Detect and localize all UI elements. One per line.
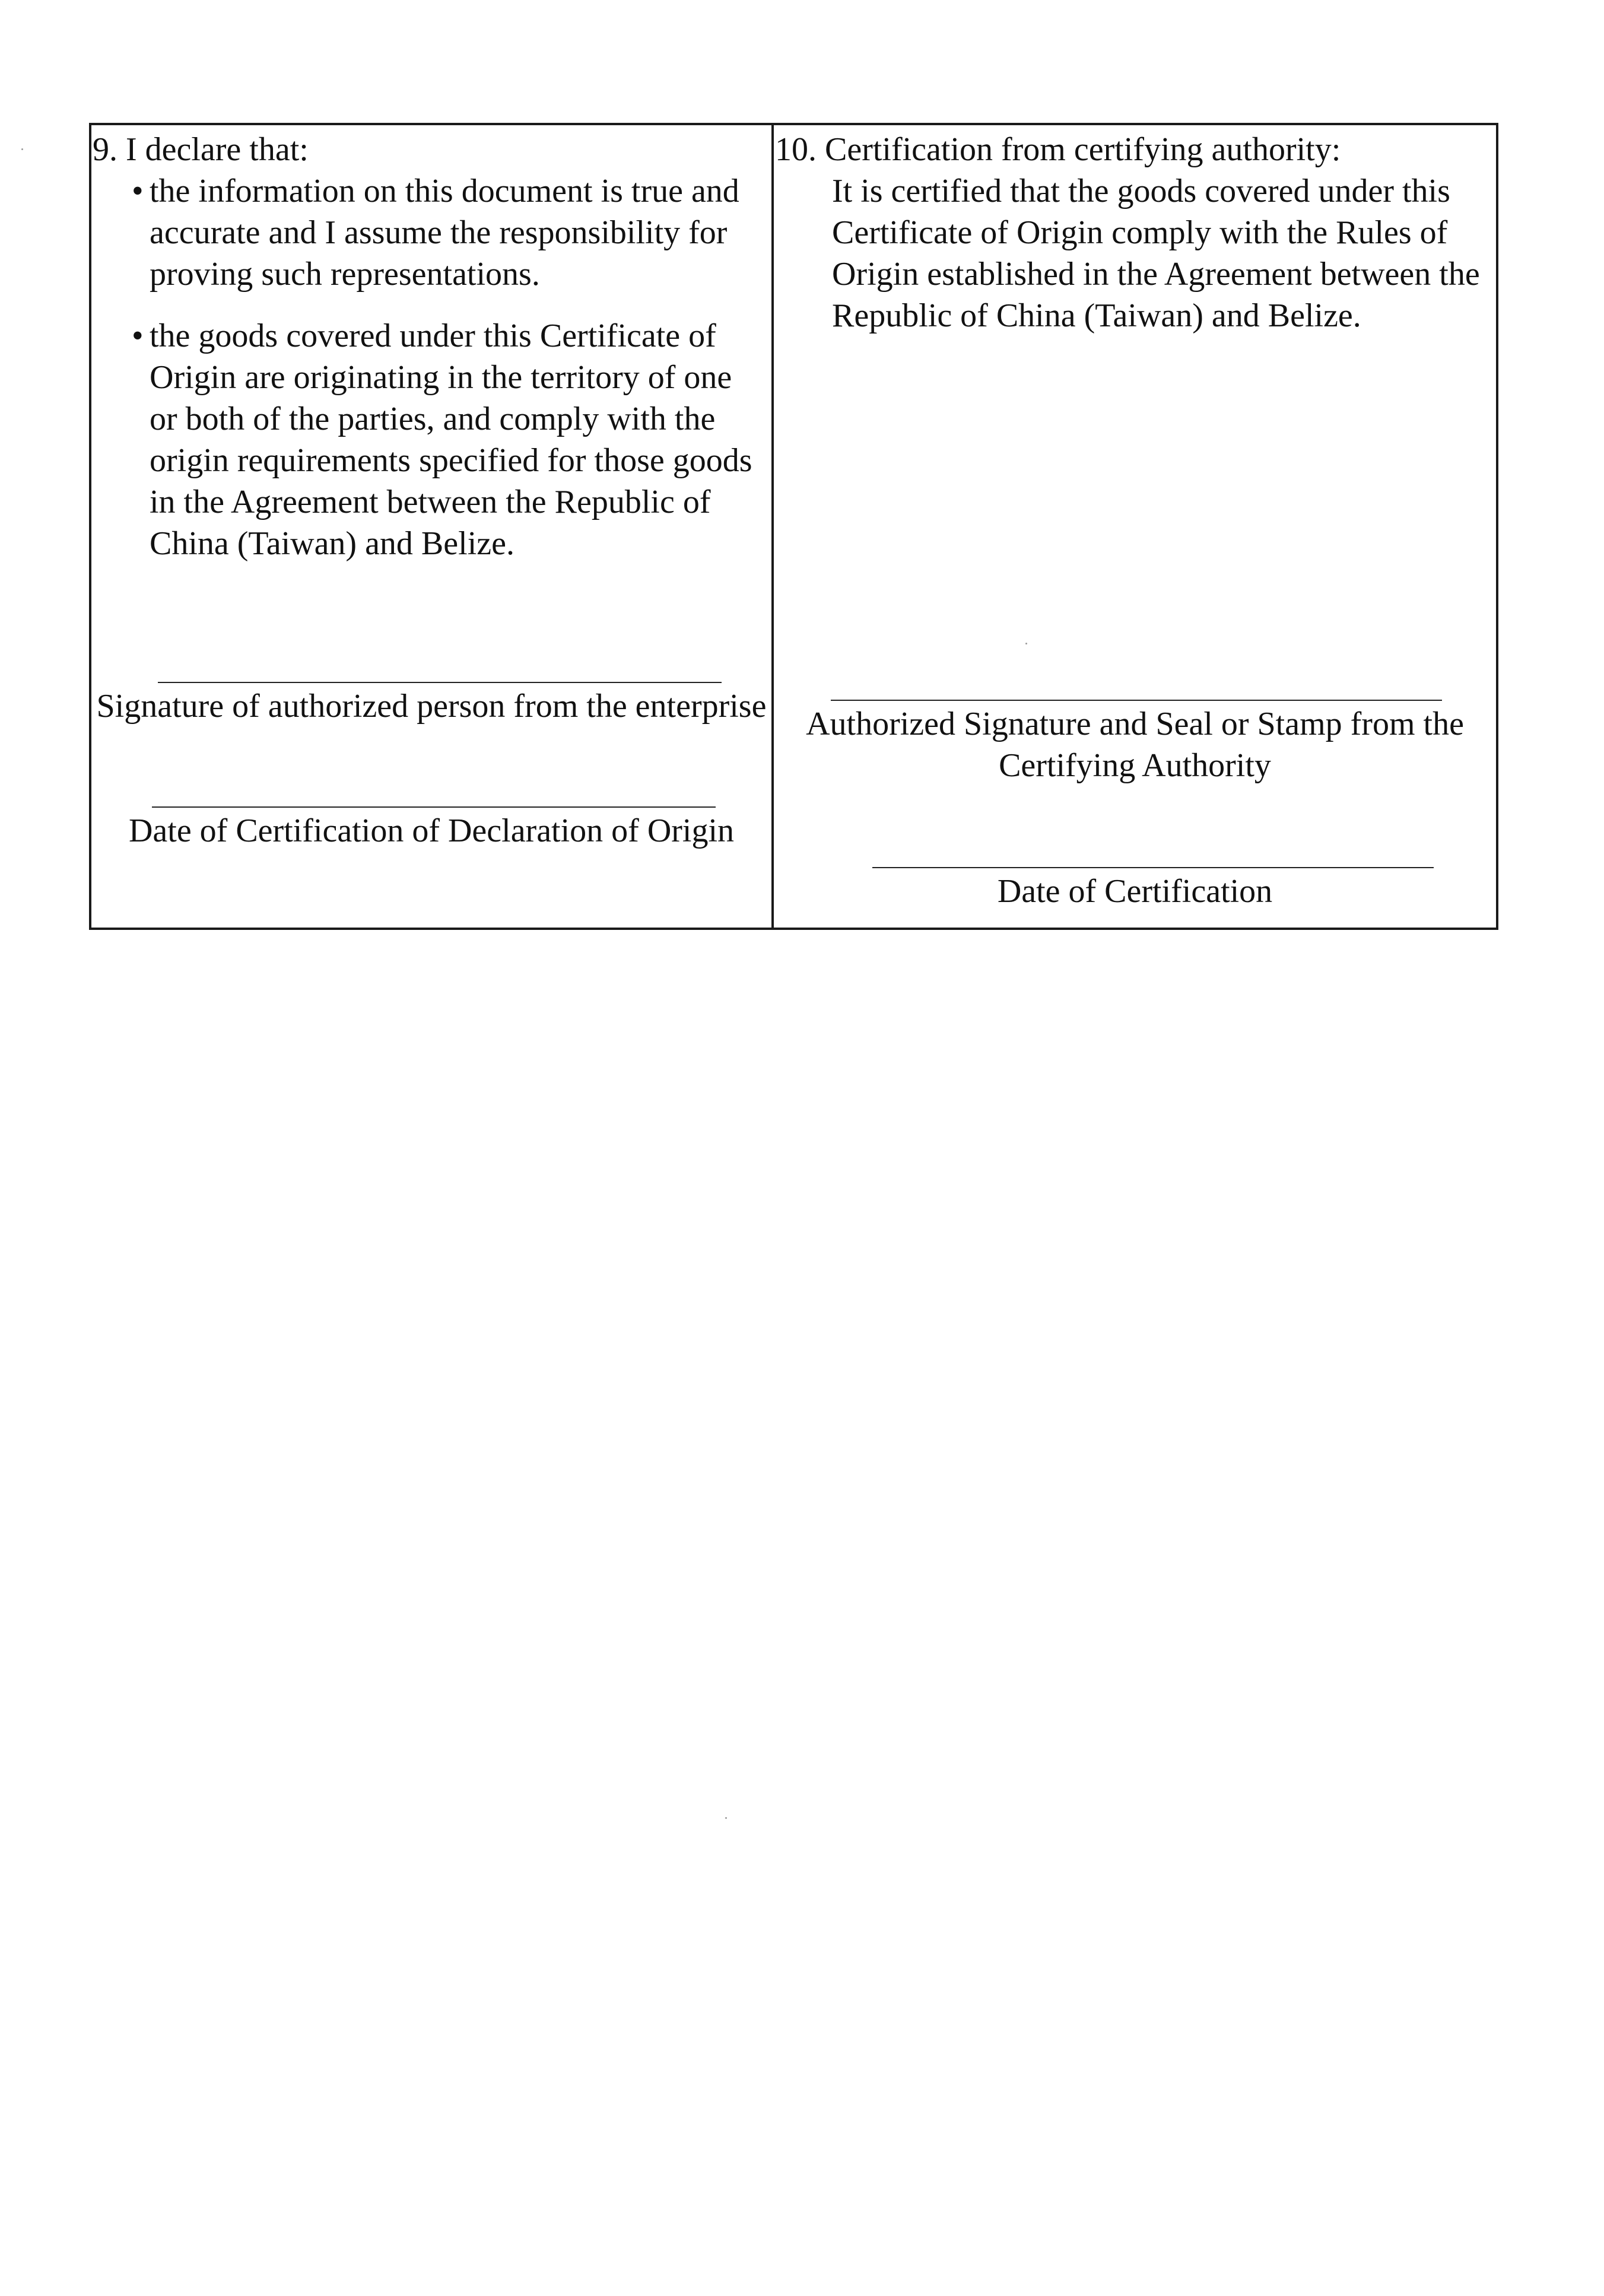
enterprise-signature-line[interactable]	[158, 682, 722, 683]
certification-cell	[774, 125, 1496, 928]
enterprise-signature-label: Signature of authorized person from the enterprise	[96, 688, 767, 725]
declaration-date-line[interactable]	[152, 806, 716, 808]
scan-speck	[725, 1817, 727, 1819]
certification-date-label: Date of Certification	[997, 873, 1273, 910]
bullet-icon: •	[132, 173, 144, 209]
authority-signature-line[interactable]	[831, 700, 1442, 701]
scan-speck	[21, 148, 23, 150]
declaration-bullet-2-text: the goods covered under this Certificate of Origin are originating in the territory of one or both of the parties, and comply with the origin requirements specified for those goods in the Agreement between the Republic of China (Taiwan) and Belize.	[150, 317, 752, 562]
certification-date-line[interactable]	[872, 867, 1434, 868]
certificate-form-table	[89, 123, 1498, 930]
declaration-cell	[91, 125, 771, 928]
certification-body: It is certified that the goods covered under this Certificate of Origin comply with the Rules of Origin established in the Agreement between the Republic of China (Taiwan) and Belize.	[832, 173, 1480, 334]
declaration-date-label: Date of Certification of Declaration of Origin	[128, 812, 735, 849]
certification-heading: 10. Certification from certifying authority:	[775, 131, 1341, 168]
declaration-heading: 9. I declare that:	[93, 131, 309, 168]
authority-signature-label: Authorized Signature and Seal or Stamp from the Certifying Authority	[806, 706, 1464, 784]
bullet-icon: •	[132, 317, 144, 354]
declaration-bullet-1-text: the information on this document is true and accurate and I assume the responsibility for proving such representations.	[150, 173, 739, 293]
